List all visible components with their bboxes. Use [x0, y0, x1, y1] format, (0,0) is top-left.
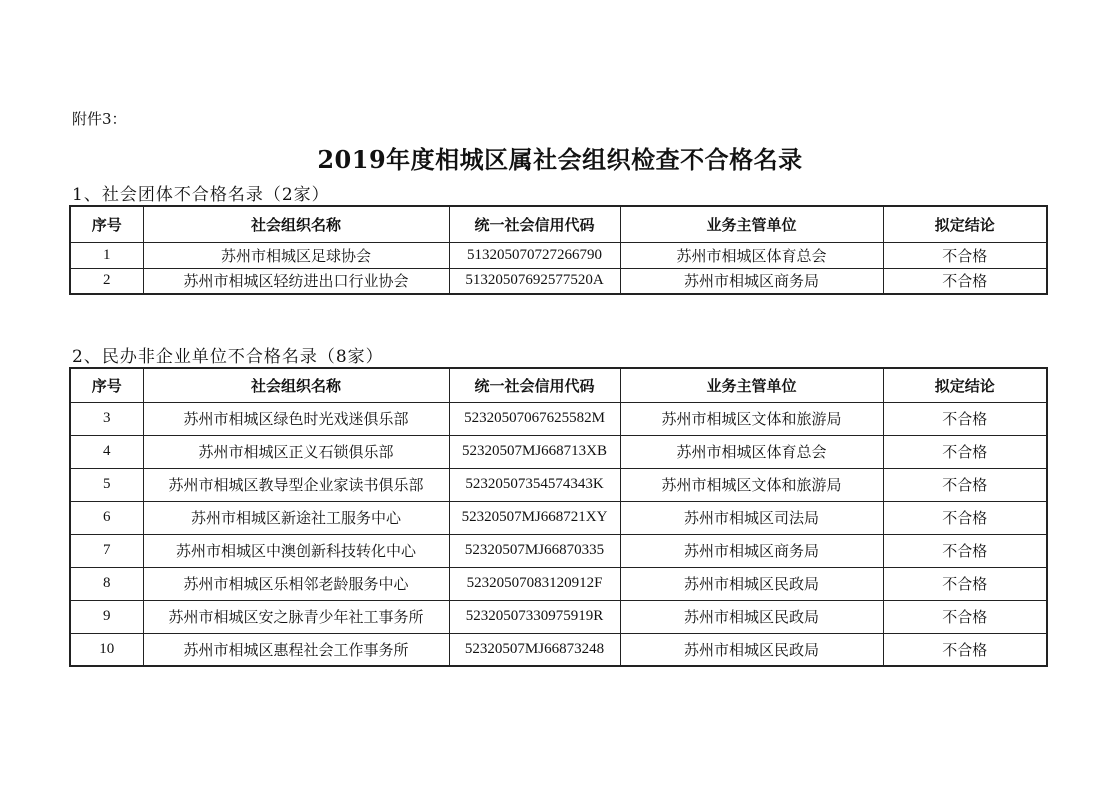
conclusion: 不合格 [883, 242, 1047, 268]
table-header-row [70, 206, 1047, 242]
supervising-unit: 苏州市相城区体育总会 [620, 435, 883, 468]
supervising-unit: 苏州市相城区商务局 [620, 534, 883, 567]
conclusion: 不合格 [883, 402, 1047, 435]
org-name: 苏州市相城区惠程社会工作事务所 [143, 633, 449, 666]
credit-code: 52320507083120912F [449, 567, 620, 600]
column-header-conclusion: 拟定结论 [883, 206, 1047, 242]
supervising-unit: 苏州市相城区体育总会 [620, 242, 883, 268]
section-heading-social-groups: 1、社会团体不合格名录（2家） [72, 185, 330, 205]
column-header-supervising-unit: 业务主管单位 [620, 368, 883, 402]
credit-code: 52320507067625582M [449, 402, 620, 435]
credit-code: 52320507MJ66873248 [449, 633, 620, 666]
supervising-unit: 苏州市相城区文体和旅游局 [620, 468, 883, 501]
table-row [70, 534, 1047, 567]
conclusion: 不合格 [883, 268, 1047, 294]
column-header-number: 序号 [70, 206, 143, 242]
row-number: 4 [70, 435, 143, 468]
org-name: 苏州市相城区足球协会 [143, 242, 449, 268]
supervising-unit: 苏州市相城区民政局 [620, 600, 883, 633]
column-header-credit-code: 统一社会信用代码 [449, 368, 620, 402]
table-row [70, 468, 1047, 501]
section-heading-private-non-enterprise: 2、民办非企业单位不合格名录（8家） [72, 347, 384, 367]
credit-code: 52320507MJ66870335 [449, 534, 620, 567]
org-name: 苏州市相城区新途社工服务中心 [143, 501, 449, 534]
row-number: 2 [70, 268, 143, 294]
row-number: 1 [70, 242, 143, 268]
credit-code: 52320507MJ668713XB [449, 435, 620, 468]
org-name: 苏州市相城区绿色时光戏迷俱乐部 [143, 402, 449, 435]
conclusion: 不合格 [883, 468, 1047, 501]
org-name: 苏州市相城区安之脉青少年社工事务所 [143, 600, 449, 633]
column-header-number: 序号 [70, 368, 143, 402]
table-row [70, 242, 1047, 268]
row-number: 6 [70, 501, 143, 534]
row-number: 9 [70, 600, 143, 633]
social-groups-table [69, 205, 1048, 295]
row-number: 10 [70, 633, 143, 666]
column-header-supervising-unit: 业务主管单位 [620, 206, 883, 242]
table-header-row [70, 368, 1047, 402]
supervising-unit: 苏州市相城区文体和旅游局 [620, 402, 883, 435]
conclusion: 不合格 [883, 567, 1047, 600]
column-header-org-name: 社会组织名称 [143, 368, 449, 402]
credit-code: 52320507330975919R [449, 600, 620, 633]
supervising-unit: 苏州市相城区民政局 [620, 633, 883, 666]
org-name: 苏州市相城区正义石锁俱乐部 [143, 435, 449, 468]
table-row [70, 633, 1047, 666]
org-name: 苏州市相城区乐相邻老龄服务中心 [143, 567, 449, 600]
conclusion: 不合格 [883, 501, 1047, 534]
org-name: 苏州市相城区教导型企业家读书俱乐部 [143, 468, 449, 501]
table-row [70, 567, 1047, 600]
conclusion: 不合格 [883, 633, 1047, 666]
supervising-unit: 苏州市相城区商务局 [620, 268, 883, 294]
credit-code: 52320507MJ668721XY [449, 501, 620, 534]
table-row [70, 268, 1047, 294]
row-number: 7 [70, 534, 143, 567]
supervising-unit: 苏州市相城区民政局 [620, 567, 883, 600]
credit-code: 52320507354574343K [449, 468, 620, 501]
table-row [70, 402, 1047, 435]
table-row [70, 600, 1047, 633]
column-header-org-name: 社会组织名称 [143, 206, 449, 242]
column-header-conclusion: 拟定结论 [883, 368, 1047, 402]
credit-code: 51320507692577520A [449, 268, 620, 294]
org-name: 苏州市相城区中澳创新科技转化中心 [143, 534, 449, 567]
table-row [70, 435, 1047, 468]
document-title: 2019年度相城区属社会组织检查不合格名录 [317, 145, 803, 174]
conclusion: 不合格 [883, 435, 1047, 468]
attachment-label: 附件3： [72, 110, 127, 128]
table-row [70, 501, 1047, 534]
row-number: 5 [70, 468, 143, 501]
supervising-unit: 苏州市相城区司法局 [620, 501, 883, 534]
conclusion: 不合格 [883, 600, 1047, 633]
credit-code: 513205070727266790 [449, 242, 620, 268]
conclusion: 不合格 [883, 534, 1047, 567]
column-header-credit-code: 统一社会信用代码 [449, 206, 620, 242]
row-number: 3 [70, 402, 143, 435]
private-non-enterprise-table [69, 367, 1048, 667]
org-name: 苏州市相城区轻纺进出口行业协会 [143, 268, 449, 294]
row-number: 8 [70, 567, 143, 600]
